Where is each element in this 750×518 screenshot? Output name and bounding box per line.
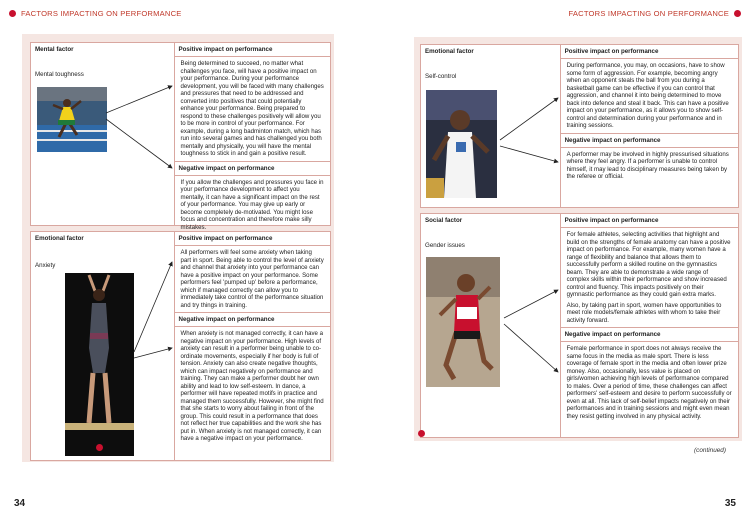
factor-column [421, 45, 561, 207]
bullet-dot-icon [734, 10, 741, 17]
selfcontrol-factor-table [420, 44, 739, 208]
factor-column [421, 214, 561, 437]
bullet-dot-icon [9, 10, 16, 17]
header-text: FACTORS IMPACTING ON PERFORMANCE [21, 9, 182, 18]
negative-text: Female performance in sport does not always receive the same focus in the media as male sport. There is less coverage of female sport in the media and often lower prize money. Also, occasionally, less value is placed on girls/women achieving high levels of performance compared to males. Over a period of time, these challenges can affect performers' self-esteem and desire to perform successfully or even at all. This lack of self-belief impacts negatively on their performances and in training sessions and might even mean they resist getting involved in any physical activity. [566, 345, 732, 420]
impact-column [561, 45, 738, 207]
athlete-photo [426, 257, 500, 387]
positive-text-extra: Also, by taking part in sport, women have opportunities to meet role models/female athletes with whom to take their activity forward. [566, 301, 722, 324]
positive-text: All performers will feel some anxiety when taking part in sport. Being able to control the level of anxiety and channel that anxiety into your performance can have a positive impact on your performance. Some performers feel 'pumped up' before a performance, which if managed correctly can allow you to immediately take control of the performance situation and try things in training. [180, 249, 324, 309]
positive-heading: Positive impact on performance [175, 43, 330, 57]
anxiety-factor-table [30, 231, 331, 461]
impact-column [175, 43, 330, 231]
positive-text: Being determined to succeed, no matter what challenges you face, will have a positive impact on your performance. During your performance development, you will be faced with many challenges and pressures that need to be addressed and converted into positives that could potentially enhance your performance. Being prepared to respond to these challenges positively will allow you to be more in control of your performance. For example, during a long badminton match, which has run into several games and has challenged you both mentally and physically, you will have the mental toughness to stick in and gain a positive result. [180, 60, 324, 157]
running-header-left [9, 9, 182, 18]
positive-heading: Positive impact on performance [561, 214, 738, 228]
column-heading: Emotional factor [35, 235, 84, 242]
positive-heading: Positive impact on performance [561, 45, 738, 59]
bullet-dot-icon [418, 430, 425, 437]
impact-column [175, 232, 330, 460]
negative-text: If you allow the challenges and pressures you face in your performance development to affect you mentally, it can have a significant impact on the rest of your performance. You may give up early or become completely de-motivated. You might lose focus and concentration and therefore make silly mistakes. [180, 178, 324, 231]
continued-label: (continued) [694, 447, 726, 454]
page-number-left: 34 [14, 498, 26, 509]
positive-heading: Positive impact on performance [175, 232, 330, 246]
bullet-dot-icon [96, 444, 103, 451]
positive-text: During performance, you may, on occasions, have to show some form of aggression. For example, becoming angry when an opponent steals the ball from you during a basketball game can be effective if you can control that aggression, and channel it into being determined to move back into defence and steal it back. This can have a positive impact on your performance, as it allows you to show self-control and determination during your performance and in training sessions. [566, 62, 729, 129]
negative-heading: Negative impact on performance [561, 133, 738, 148]
factor-column [31, 232, 175, 460]
factor-name: Gender issues [425, 242, 465, 249]
gender-factor-table [420, 213, 739, 438]
sprinter-photo [37, 87, 107, 152]
mental-factor-table [30, 42, 331, 231]
gymnast-photo [65, 273, 134, 456]
running-header-right [568, 9, 741, 18]
page-number-right: 35 [724, 498, 736, 509]
header-text: FACTORS IMPACTING ON PERFORMANCE [568, 9, 729, 18]
negative-heading: Negative impact on performance [175, 161, 330, 176]
positive-text: For female athletes, selecting activities that highlight and build on the strengths of female anatomy can have a positive impact on performance. For example, many women have a range of flexibility and balance that allows them to successfully perform a skilled routine on the gymnastics beam. They are able to demonstrate a wide range of complex skills within their performance and show increased control and fluency. This impacts positively on their gymnastic performance as they could gain extra marks. [566, 231, 731, 298]
column-heading: Mental factor [35, 46, 74, 53]
negative-text: When anxiety is not managed correctly, it can have a negative impact on your performance. High levels of anxiety can result in a performer being unable to co-ordinate movements, especially if her body is full of tension. Anxiety can also create negative thoughts, which can impact negatively on performance and training. They can make a performer doubt her own ability and lead to low self-esteem. In dance, a performer will have repeated motifs in practice and managed them successfully. However, she might find that she starts to worry about failing in front of the group. This could result in a performance that does not reflect her true capabilities and the work she has put in. When anxiety is not managed correctly, it can have a negative impact on your performance. [180, 330, 324, 442]
factor-column [31, 43, 175, 225]
negative-heading: Negative impact on performance [561, 327, 738, 342]
column-heading: Social factor [425, 217, 463, 224]
negative-text: A performer may be involved in highly pressurised situations where they feel angry. If a performer is unable to control himself, it may lead to disciplinary measures being taken by the referee or official. [566, 150, 729, 180]
column-heading: Emotional factor [425, 48, 474, 55]
negative-heading: Negative impact on performance [175, 312, 330, 327]
basketball-player-photo [426, 90, 497, 198]
factor-name: Self-control [425, 73, 457, 80]
factor-name: Mental toughness [35, 71, 84, 78]
factor-name: Anxiety [35, 262, 56, 269]
impact-column [561, 214, 738, 437]
